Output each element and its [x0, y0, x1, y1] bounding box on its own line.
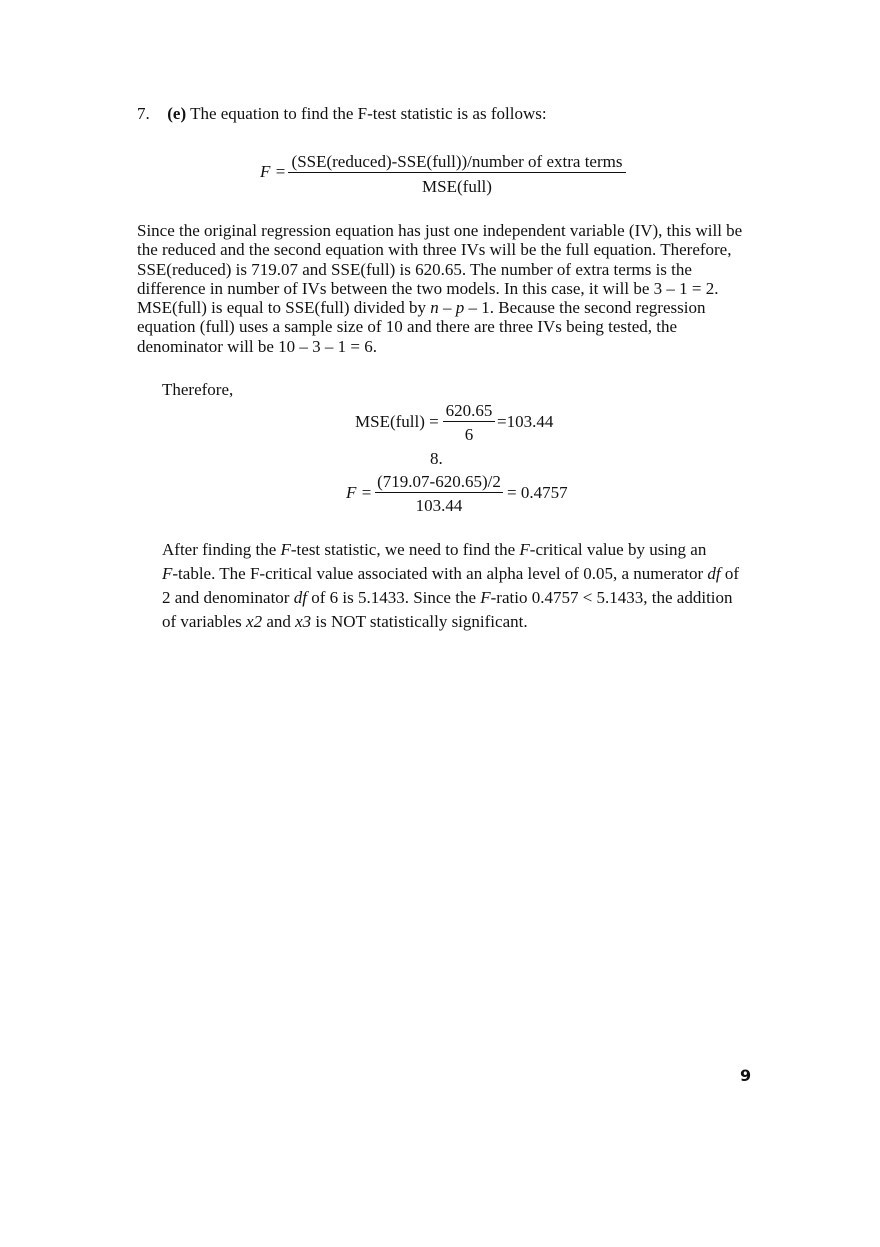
formula-general-numerator: (SSE(reduced)-SSE(full))/number of extra terms [291, 152, 623, 171]
formula-general-lhs: F = [260, 162, 287, 181]
explanation-line: the reduced and the second equation with three IVs will be the full equation. Therefore, [137, 240, 732, 260]
text: is NOT statistically significant. [311, 612, 528, 631]
formula-mse-numerator: 620.65 [445, 401, 493, 420]
formula-mse-fraction [443, 399, 495, 445]
fraction-bar [443, 421, 495, 422]
explanation-paragraph [137, 221, 757, 356]
fraction-bar [288, 172, 626, 173]
explanation-line-mse [137, 298, 757, 317]
var-df: df [707, 564, 721, 583]
formula-f-fraction [375, 471, 503, 517]
formula-f-numerator: (719.07-620.65)/2 [377, 472, 501, 491]
text: -test statistic, we need to find the [290, 540, 520, 559]
fraction-bar [375, 492, 503, 493]
formula-general-fraction [288, 150, 626, 196]
text: of [720, 564, 740, 583]
text: and [262, 612, 296, 631]
question-part: (e) [167, 104, 187, 123]
var-n: n [430, 298, 439, 318]
conclusion-line [162, 538, 762, 562]
explanation-line: equation (full) uses a sample size of 10 and there are three IVs being tested, the [137, 317, 678, 337]
text: of variables [162, 612, 247, 631]
conclusion-paragraph [162, 538, 762, 634]
var-x3: x3 [295, 612, 312, 631]
question-intro: The equation to find the F-test statistic is as follows: [190, 104, 547, 123]
var-F: F [162, 564, 173, 583]
page-number: 9 [740, 1066, 752, 1085]
text: -table. The F-critical value associated with an alpha level of 0.05, a numerator [172, 564, 708, 583]
explanation-line: Since the original regression equation has just one independent variable (IV), this will be [137, 221, 743, 240]
explanation-line: SSE(reduced) is 719.07 and SSE(full) is 620.65. The number of extra terms is the [137, 259, 692, 279]
question-number: 7. [137, 104, 150, 123]
stray-number-label: 8. [430, 449, 443, 468]
formula-mse-result: =103.44 [497, 412, 554, 431]
formula-f-denominator: 103.44 [415, 496, 463, 515]
mse-dash: – [438, 298, 456, 318]
var-F: F [480, 588, 491, 607]
formula-mse-denominator: 6 [464, 425, 474, 444]
mse-prefix: MSE(full) is equal to SSE(full) divided by [137, 298, 431, 318]
formula-general-denominator: MSE(full) [422, 177, 492, 196]
var-F: F [280, 540, 291, 559]
text: -ratio 0.4757 < 5.1433, the addition [490, 588, 733, 607]
var-df: df [293, 588, 307, 607]
conclusion-line [162, 610, 762, 634]
var-p: p [455, 298, 465, 318]
explanation-line: denominator will be 10 – 3 – 1 = 6. [137, 336, 378, 356]
var-F: F [519, 540, 530, 559]
text: -critical value by using an [529, 540, 707, 559]
text: 2 and denominator [162, 588, 294, 607]
conclusion-line [162, 562, 762, 586]
explanation-line: difference in number of IVs between the two models. In this case, it will be 3 – 1 = 2. [137, 278, 719, 298]
conclusion-line [162, 586, 762, 610]
text: of 6 is 5.1433. Since the [306, 588, 481, 607]
var-x2: x2 [246, 612, 263, 631]
formula-f-result: = 0.4757 [507, 483, 568, 502]
question-header [137, 104, 547, 124]
therefore-label: Therefore, [162, 380, 234, 399]
text: After finding the [162, 540, 281, 559]
formula-f-lhs: F = [346, 483, 373, 502]
mse-suffix: – 1. Because the second regression [464, 298, 706, 318]
formula-mse-lhs: MSE(full) = [355, 412, 439, 431]
